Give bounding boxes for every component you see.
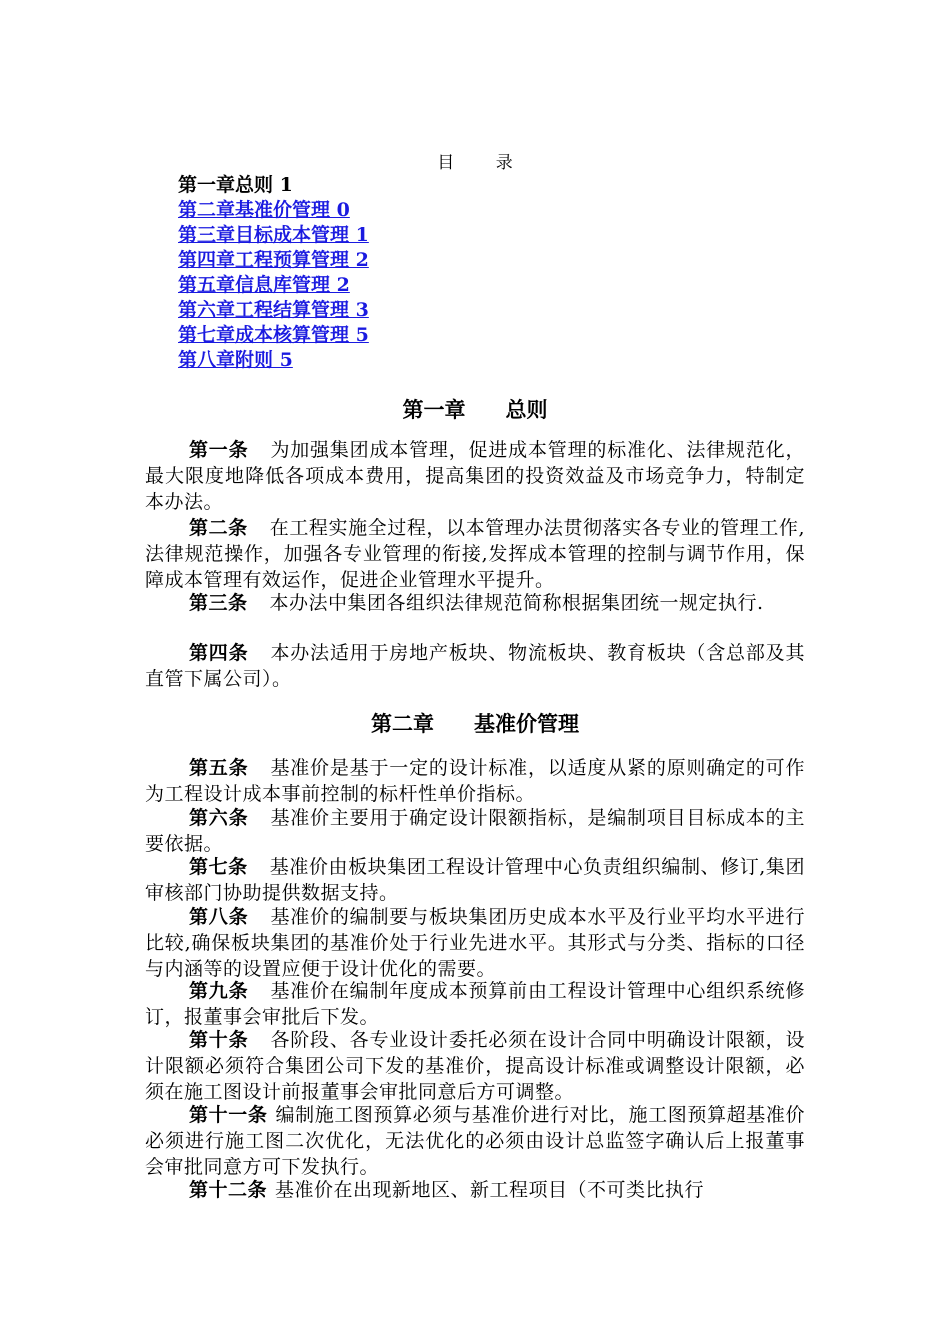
toc-title: 目 录	[437, 153, 531, 173]
article-10	[145, 1027, 805, 1105]
article-5	[145, 755, 805, 807]
article-3	[145, 590, 805, 616]
chapter-title: 总则	[505, 397, 548, 422]
chapter-number: 第一章	[402, 397, 466, 422]
article-text: 本办法适用于房地产板块、物流板块、教育板块（含总部及其直管下属公司）。	[145, 642, 805, 690]
article-6	[145, 805, 805, 857]
article-2	[145, 515, 805, 593]
toc-item-chapter-2[interactable]: 第二章基准价管理 0	[178, 199, 350, 221]
article-text: 基准价的编制要与板块集团历史成本水平及行业平均水平进行比较,确保板块集团的基准价处于行业先进水平。其形式与分类、指标的口径与内涵等的设置应便于设计优化的需要。	[145, 906, 805, 980]
article-label: 第七条	[189, 856, 248, 878]
article-1	[145, 437, 805, 515]
article-label: 第九条	[189, 980, 249, 1002]
article-7	[145, 854, 805, 906]
article-label: 第十二条	[189, 1179, 268, 1201]
article-text: 各阶段、各专业设计委托必须在设计合同中明确设计限额，设计限额必须符合集团公司下发的基准价，提高设计标准或调整设计限额，必须在施工图设计前报董事会审批同意后方可调整。	[145, 1029, 805, 1103]
article-text: 本办法中集团各组织法律规范简称根据集团统一规定执行.	[269, 592, 764, 614]
article-label: 第二条	[189, 517, 248, 539]
toc-item-chapter-6[interactable]: 第六章工程结算管理 3	[178, 299, 369, 321]
article-label: 第四条	[189, 642, 249, 664]
article-label: 第三条	[189, 592, 248, 614]
article-text: 为加强集团成本管理，促进成本管理的标准化、法律规范化，最大限度地降低各项成本费用，提高集团的投资效益及市场竞争力，特制定本办法。	[145, 439, 805, 513]
chapter-1-heading	[0, 394, 950, 424]
article-label: 第六条	[189, 807, 249, 829]
table-of-contents	[178, 173, 369, 373]
article-12	[145, 1177, 805, 1203]
toc-item-chapter-1[interactable]: 第一章总则 1	[178, 174, 293, 196]
article-label: 第五条	[189, 757, 249, 779]
chapter-title: 基准价管理	[474, 711, 579, 736]
toc-item-chapter-7[interactable]: 第七章成本核算管理 5	[178, 324, 369, 346]
article-label: 第一条	[189, 439, 249, 461]
toc-item-chapter-5[interactable]: 第五章信息库管理 2	[178, 274, 350, 296]
article-8	[145, 904, 805, 982]
chapter-number: 第二章	[371, 711, 434, 736]
article-label: 第十一条	[189, 1104, 268, 1126]
article-label: 第八条	[189, 906, 249, 928]
article-text: 编制施工图预算必须与基准价进行对比，施工图预算超基准价必须进行施工图二次优化，无法优化的必须由设计总监签字确认后上报董事会审批同意方可下发执行。	[145, 1104, 805, 1178]
article-label: 第十条	[189, 1029, 249, 1051]
article-4	[145, 640, 805, 692]
article-text: 基准价在出现新地区、新工程项目（不可类比执行	[275, 1179, 705, 1201]
article-text: 在工程实施全过程，以本管理办法贯彻落实各专业的管理工作,法律规范操作，加强各专业管理的衔接,发挥成本管理的控制与调节作用，保障成本管理有效运作，促进企业管理水平提升。	[145, 517, 805, 591]
toc-item-chapter-3[interactable]: 第三章目标成本管理 1	[178, 224, 369, 246]
article-text: 基准价主要用于确定设计限额指标，是编制项目目标成本的主要依据。	[145, 807, 805, 855]
article-text: 基准价是基于一定的设计标准，以适度从紧的原则确定的可作为工程设计成本事前控制的标杆性单价指标。	[145, 757, 805, 805]
toc-item-chapter-4[interactable]: 第四章工程预算管理 2	[178, 249, 369, 271]
article-text: 基准价由板块集团工程设计管理中心负责组织编制、修订,集团审核部门协助提供数据支持。	[145, 856, 805, 904]
article-11	[145, 1102, 805, 1180]
article-text: 基准价在编制年度成本预算前由工程设计管理中心组织系统修订，报董事会审批后下发。	[145, 980, 805, 1028]
article-9	[145, 978, 805, 1030]
toc-item-chapter-8[interactable]: 第八章附则 5	[178, 349, 293, 371]
chapter-2-heading	[0, 708, 950, 738]
